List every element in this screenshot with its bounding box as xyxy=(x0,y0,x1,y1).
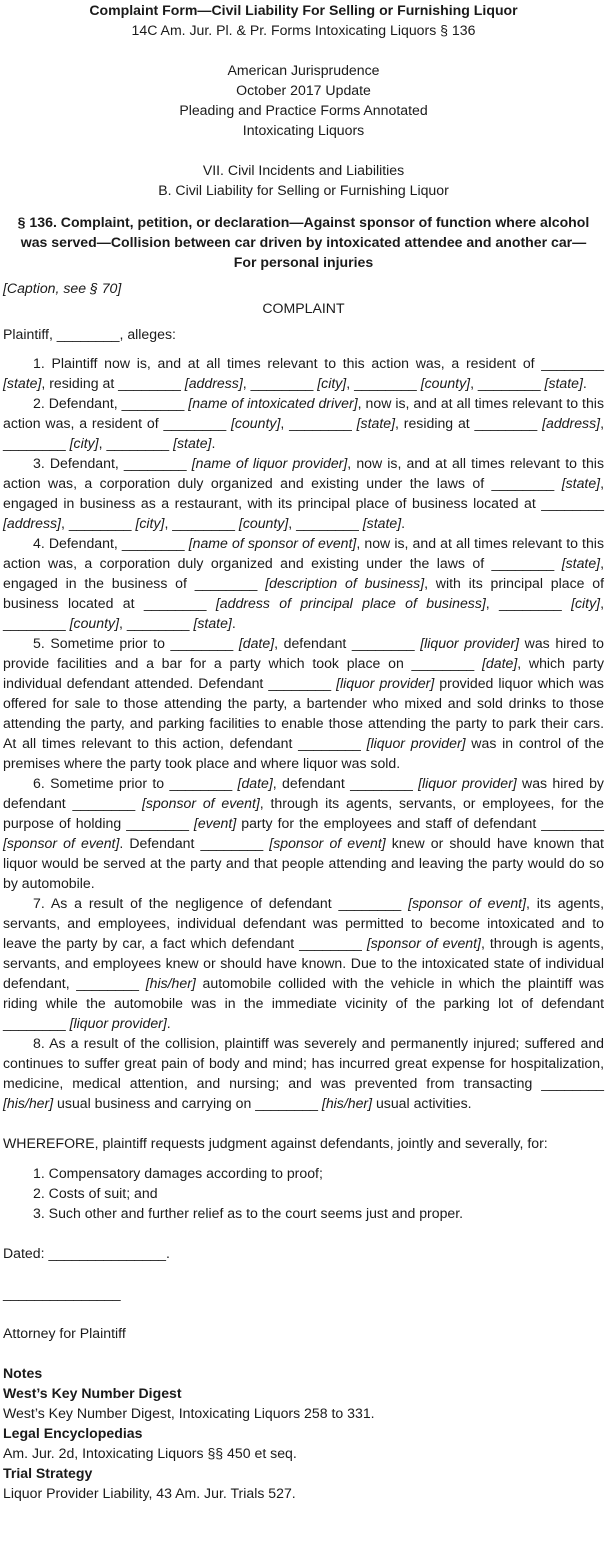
attorney-label: Attorney for Plaintiff xyxy=(3,1325,126,1341)
notes-subheading: Legal Encyclopedias xyxy=(3,1425,143,1441)
complaint-paragraph: 3. Defendant, ________ [name of liquor provider], now is, and at all times relevant to this action was, a corporation duly organized and existing under the laws of ________ [state], engaged in business as a restaurant, with its principal place of business located at ________ [address], ________ [city], ________ [county], ________ [state]. xyxy=(3,455,604,531)
publication-line: American Jurisprudence xyxy=(227,62,380,78)
notes-subheading: West’s Key Number Digest xyxy=(3,1385,182,1401)
complaint-heading: COMPLAINT xyxy=(262,300,345,316)
notes-text: West’s Key Number Digest, Intoxicating Liquors 258 to 331. xyxy=(3,1405,375,1421)
complaint-paragraph: 1. Plaintiff now is, and at all times relevant to this action was, a resident of ________ [state], residing at ________ [address], ________ [city], ________ [county], ________ [state]. xyxy=(3,355,604,391)
section-line: VII. Civil Incidents and Liabilities xyxy=(202,162,405,178)
complaint-paragraphs xyxy=(3,353,604,1113)
section-heading: § 136. Complaint, petition, or declaration—Against sponsor of function where alcohol was served—Collision between car driven by intoxicated attendee and another car—For personal injuries xyxy=(17,214,590,270)
citation: 14C Am. Jur. Pl. & Pr. Forms Intoxicating Liquors § 136 xyxy=(131,22,476,38)
notes-section xyxy=(3,1363,604,1503)
publication-line: October 2017 Update xyxy=(236,82,371,98)
complaint-paragraph: 5. Sometime prior to ________ [date], defendant ________ [liquor provider] was hired to provide facilities and a bar for a party which took place on ________ [date], which party individual defendant attended. Defendant ________ [liquor provider] provided liquor which was offered for sale to those attending the party, a bartender who mixed and sold drinks to those attending the party, and parking facilities to enable those attending the party to park their cars. At all times relevant to this action, defendant ________ [liquor provider] was in control of the premises where the party took place and where liquor was sold. xyxy=(3,635,605,771)
complaint-paragraph: 4. Defendant, ________ [name of sponsor of event], now is, and at all times relevant to this action was, a corporation duly organized and existing under the laws of ________ [state], engaged in the business of ________ [description of business], with its principal place of business located at ________ [address of principal place of business], ________ [city], ________ [county], ________ [state]. xyxy=(3,535,604,631)
notes-subheading: Trial Strategy xyxy=(3,1465,93,1481)
notes-heading: Notes xyxy=(3,1365,43,1381)
publication-line: Pleading and Practice Forms Annotated xyxy=(179,102,428,118)
relief-item: 1. Compensatory damages according to proof; xyxy=(33,1165,323,1181)
complaint-paragraph: 8. As a result of the collision, plaintiff was severely and permanently injured; suffered and continues to suffer great pain of body and mind; has incurred great expense for hospitalization, medicine, medical attention, and nursing; and was prevented from transacting ________ [his/her] usual business and carrying on ________ [his/her] usual activities. xyxy=(3,1035,604,1111)
document-title: Complaint Form—Civil Liability For Selling or Furnishing Liquor xyxy=(89,2,518,18)
signature-line: _______________ xyxy=(3,1285,121,1301)
relief-item: 2. Costs of suit; and xyxy=(33,1185,158,1201)
notes-text: Liquor Provider Liability, 43 Am. Jur. Trials 527. xyxy=(3,1485,296,1501)
caption-reference: [Caption, see § 70] xyxy=(3,280,122,296)
section-line: B. Civil Liability for Selling or Furnishing Liquor xyxy=(158,182,449,198)
complaint-paragraph: 2. Defendant, ________ [name of intoxicated driver], now is, and at all times relevant to this action was, a resident of ________ [county], ________ [state], residing at ________ [address], ________ [city], ________ [state]. xyxy=(3,395,604,451)
dated-line: Dated: _______________. xyxy=(3,1245,170,1261)
complaint-paragraph: 7. As a result of the negligence of defendant ________ [sponsor of event], its agents, servants, and employees, individual defendant was permitted to become intoxicated and to leave the party by car, a fact which defendant ________ [sponsor of event], through is agents, servants, and employees knew or should have known. Due to the intoxicated state of individual defendant, ________ [his/her] automobile collided with the vehicle in which the plaintiff was riding while the automobile was in the immediate vicinity of the parking lot of defendant ________ [liquor provider]. xyxy=(3,895,605,1031)
notes-text: Am. Jur. 2d, Intoxicating Liquors §§ 450 et seq. xyxy=(3,1445,297,1461)
relief-item: 3. Such other and further relief as to the court seems just and proper. xyxy=(33,1205,464,1221)
wherefore-clause: WHEREFORE, plaintiff requests judgment against defendants, jointly and severally, for: xyxy=(3,1135,548,1151)
publication-line: Intoxicating Liquors xyxy=(242,122,365,138)
plaintiff-line: Plaintiff, ________, alleges: xyxy=(3,326,176,342)
complaint-paragraph: 6. Sometime prior to ________ [date], defendant ________ [liquor provider] was hired by defendant ________ [sponsor of event], through its agents, servants, or employees, for the purpose of holding ________ [event] party for the employees and staff of defendant ________ [sponsor of event]. Defendant ________ [sponsor of event] knew or should have known that liquor would be served at the party and that people attending and leaving the party would do so by automobile. xyxy=(3,775,604,891)
